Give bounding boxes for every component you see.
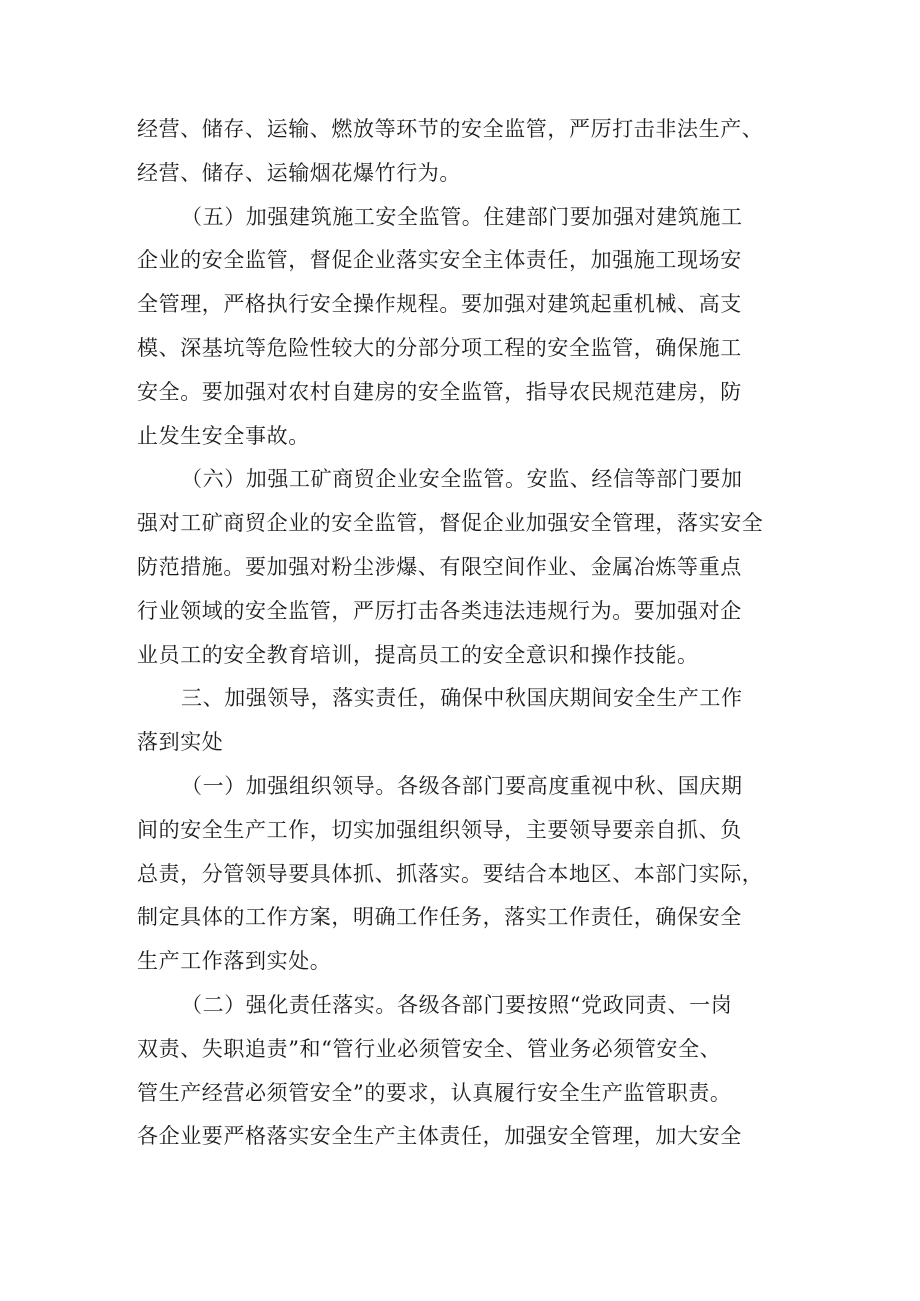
text-line: 经营、储存、运输、燃放等环节的安全监管，严厉打击非法生产、 <box>137 117 764 141</box>
document-body <box>137 108 797 1159</box>
section-heading-line: 三、加强领导，落实责任，确保中秋国庆期间安全生产工作 <box>181 686 743 711</box>
text-line: 制定具体的工作方案，明确工作任务，落实工作责任，确保安全 <box>137 905 742 930</box>
text-line: 强对工矿商贸企业的安全监管，督促企业加强安全管理，落实安全 <box>137 511 764 536</box>
text-line: 安全。要加强对农村自建房的安全监管，指导农民规范建房，防 <box>137 379 742 404</box>
text-line: 企业的安全监管，督促企业落实安全主体责任，加强施工现场安 <box>137 248 742 273</box>
text-line: 双责、失职追责”和“管行业必须管安全、管业务必须管安全、 <box>137 1036 722 1061</box>
text-line: 间的安全生产工作，切实加强组织领导，主要领导要亲自抓、负 <box>137 817 742 842</box>
text-line: （一）加强组织领导。各级各部门要高度重视中秋、国庆期 <box>181 773 743 798</box>
text-line: （五）加强建筑施工安全监管。住建部门要加强对建筑施工 <box>181 204 743 229</box>
text-line: （六）加强工矿商贸企业安全监管。安监、经信等部门要加 <box>181 467 743 492</box>
text-line: 各企业要严格落实安全生产主体责任，加强安全管理，加大安全 <box>137 1124 742 1149</box>
text-line: 总责，分管领导要具体抓、抓落实。要结合本地区、本部门实际， <box>137 861 764 886</box>
text-line: 管生产经营必须管安全”的要求，认真履行安全生产监管职责。 <box>137 1080 732 1105</box>
text-line: 行业领域的安全监管，严厉打击各类违法违规行为。要加强对企 <box>137 598 742 623</box>
text-line: 防范措施。要加强对粉尘涉爆、有限空间作业、金属冶炼等重点 <box>137 554 742 579</box>
text-line: 模、深基坑等危险性较大的分部分项工程的安全监管，确保施工 <box>137 335 742 360</box>
text-line: 全管理，严格执行安全操作规程。要加强对建筑起重机械、高支 <box>137 292 742 317</box>
text-line: 生产工作落到实处。 <box>137 949 332 974</box>
text-line: 止发生安全事故。 <box>137 423 310 448</box>
text-line: （二）强化责任落实。各级各部门要按照“党政同责、一岗 <box>181 992 733 1017</box>
section-heading-line: 落到实处 <box>137 730 224 755</box>
text-line: 经营、储存、运输烟花爆竹行为。 <box>137 160 461 185</box>
text-line: 业员工的安全教育培训，提高员工的安全意识和操作技能。 <box>137 642 699 667</box>
